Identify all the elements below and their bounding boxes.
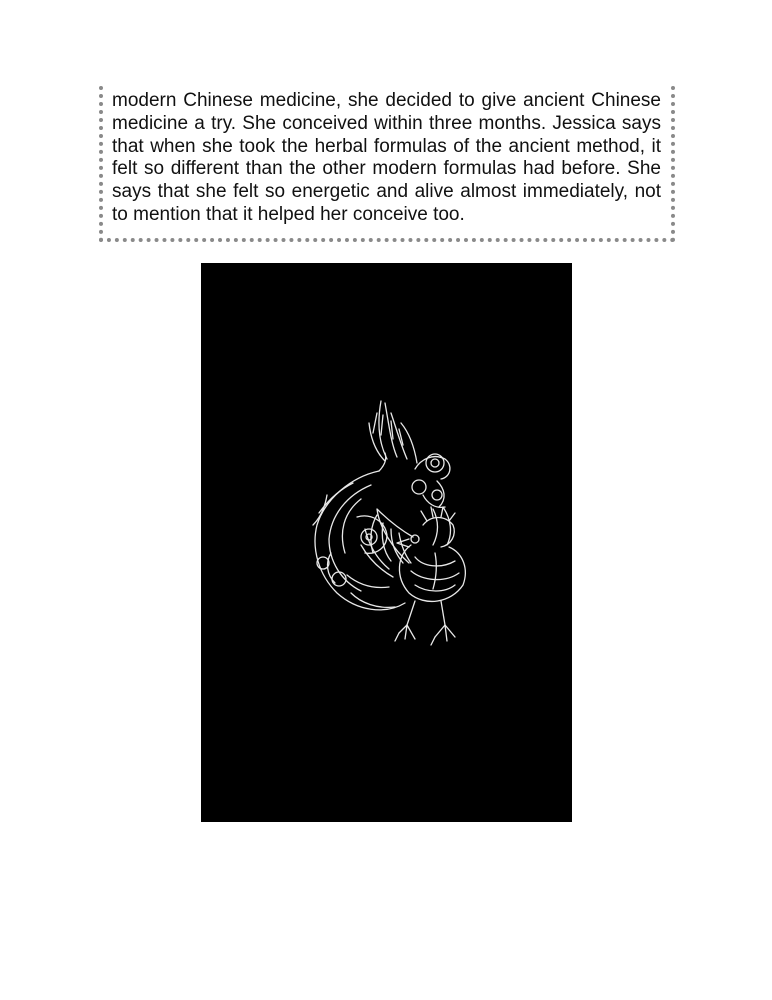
phoenix-illustration xyxy=(201,263,572,822)
excerpt-box xyxy=(99,86,675,242)
phoenix-icon xyxy=(201,263,572,822)
excerpt-paragraph: modern Chinese medicine, she decided to give ancient Chinese medicine a try. She conceived within three months. Jessica says that when she took the herbal formulas of the ancient method, it felt so different than the other modern formulas had before. She says that she felt so energetic and alive almost immediately, not to mention that it helped her conceive too. xyxy=(112,90,661,225)
